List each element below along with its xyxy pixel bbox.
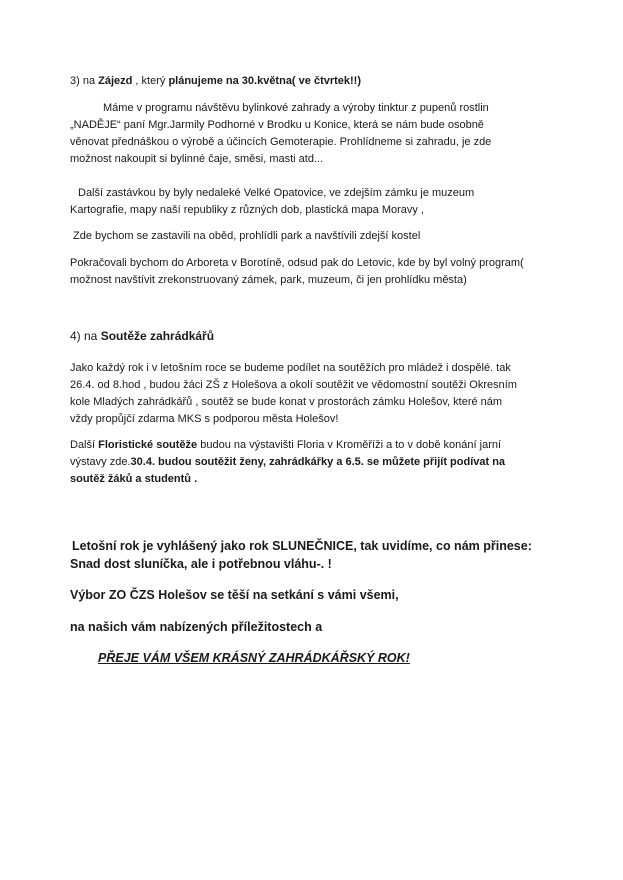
section-4-number: 4) na xyxy=(70,329,101,343)
floristic-competition-label: Floristické soutěže xyxy=(98,439,198,451)
text-run: Další xyxy=(70,439,99,451)
section-3-title: Zájezd xyxy=(98,75,133,87)
closing-line: Letošní rok je vyhlášený jako rok SLUNEČNICE, tak uvidíme, co nám přinese: xyxy=(72,539,532,553)
section-3-connector: , který xyxy=(132,75,169,87)
paragraph-line: „NADĚJE“ paní Mgr.Jarmily Podhorné v Brodku u Konice, která se nám bude osobně xyxy=(70,119,484,131)
closing-wish: PŘEJE VÁM VŠEM KRÁSNÝ ZAHRÁDKÁŘSKÝ ROK! xyxy=(98,651,410,665)
paragraph-line: soutěž žáků a studentů . xyxy=(70,473,198,485)
section-4-title: Soutěže zahrádkářů xyxy=(100,329,215,343)
text-run: výstavy zde. xyxy=(70,456,131,468)
paragraph-line: Zde bychom se zastavili na oběd, prohlídli park a navštívili zdejší kostel xyxy=(73,230,421,242)
text-run-bold: 30.4. budou soutěžit ženy, zahrádkářky a 6.5. se můžete přijít podívat na xyxy=(130,456,506,468)
paragraph-line: Kartografie, mapy naší republiky z různých dob, plastická mapa Moravy , xyxy=(70,204,424,216)
paragraph-line: Jako každý rok i v letošním roce se budeme podílet na soutěžích pro mládež i dospělé. tak xyxy=(70,362,511,374)
paragraph-line xyxy=(70,438,501,452)
closing-line: Výbor ZO ČZS Holešov se těší na setkání s vámi všemi, xyxy=(70,588,399,602)
paragraph-line: věnovat přednáškou o výrobě a účincích Gemoterapie. Prohlídneme si zahradu, je zde xyxy=(70,136,492,148)
paragraph-line xyxy=(70,455,505,469)
paragraph-line: Máme v programu návštěvu bylinkové zahrady a výroby tinktur z pupenů rostlin xyxy=(103,102,489,114)
section-3-heading xyxy=(70,74,361,88)
text-run: budou na výstavišti Floria v Kroměříži a to v době konání jarní xyxy=(197,439,502,451)
closing-line: Snad dost sluníčka, ale i potřebnou vláhu-. ! xyxy=(70,557,332,571)
paragraph-line: vždy propůjčí zdarma MKS s podporou města Holešov! xyxy=(70,413,339,425)
paragraph-line: Další zastávkou by byly nedaleké Velké Opatovice, ve zdejším zámku je muzeum xyxy=(78,187,475,199)
closing-line: na našich vám nabízených příležitostech a xyxy=(70,620,323,634)
section-3-date: plánujeme na 30.května( ve čtvrtek!!) xyxy=(168,75,362,87)
section-3-number: 3) na xyxy=(70,75,99,87)
paragraph-line: možnost nakoupit si bylinné čaje, směsi, masti atd... xyxy=(70,153,324,165)
paragraph-line: 26.4. od 8.hod , budou žáci ZŠ z Holešova a okolí soutěžit ve vědomostní soutěži Okresním xyxy=(70,379,517,391)
paragraph-line: kole Mladých zahrádkářů , soutěž se bude konat v prostorách zámku Holešov, které nám xyxy=(70,396,503,408)
paragraph-line: Pokračovali bychom do Arboreta v Borotíně, odsud pak do Letovic, kde by byl volný program( xyxy=(70,257,524,269)
section-4-heading xyxy=(70,329,214,343)
paragraph-line: možnost navštívit zrekonstruovaný zámek, park, muzeum, či jen prohlídku města) xyxy=(70,274,467,286)
